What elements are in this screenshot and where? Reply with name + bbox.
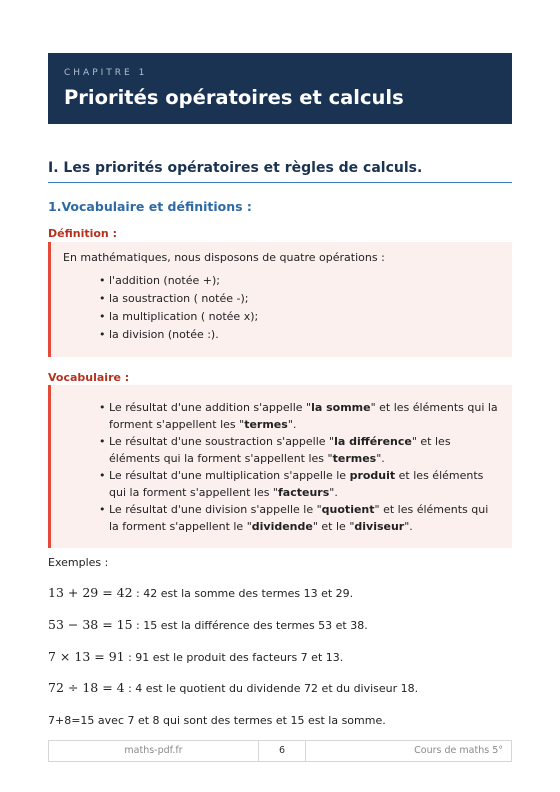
chapter-title: Priorités opératoires et calculs bbox=[64, 86, 404, 109]
list-item: • la soustraction ( notée -); bbox=[109, 291, 500, 308]
list-item: • l'addition (notée +); bbox=[109, 273, 500, 290]
vocabulary-list bbox=[63, 400, 500, 535]
list-item: • Le résultat d'une multiplication s'appelle le produit et les éléments qui la forment s'appellent les "facteurs". bbox=[109, 468, 500, 501]
page-number: 6 bbox=[258, 741, 306, 761]
footer-course: Cours de maths 5° bbox=[414, 745, 503, 756]
operations-list bbox=[63, 273, 500, 344]
vocabulary-label: Vocabulaire : bbox=[48, 371, 130, 384]
list-item: • Le résultat d'une division s'appelle le "quotient" et les éléments qui la forment s'appellent le "dividende" et le "diviseur". bbox=[109, 502, 500, 535]
example-summary: 7+8=15 avec 7 et 8 qui sont des termes et 15 est la somme. bbox=[48, 714, 386, 727]
math-expression: 72 ÷ 18 = 4 bbox=[48, 680, 125, 695]
math-expression: 53 − 38 = 15 bbox=[48, 617, 133, 632]
definition-box bbox=[48, 242, 512, 357]
chapter-label: CHAPITRE 1 bbox=[64, 68, 148, 78]
subsection-title: 1.Vocabulaire et définitions : bbox=[48, 199, 252, 214]
footer-site: maths-pdf.fr bbox=[124, 745, 183, 756]
definition-label: Définition : bbox=[48, 227, 117, 240]
math-expression: 7 × 13 = 91 bbox=[48, 649, 125, 664]
list-item: • la multiplication ( notée x); bbox=[109, 309, 500, 326]
example-line: 13 + 29 = 42 : 42 est la somme des termes 13 et 29. bbox=[48, 585, 354, 600]
list-item: • Le résultat d'une soustraction s'appelle "la différence" et les éléments qui la forment s'appellent les "termes". bbox=[109, 434, 500, 467]
chapter-header bbox=[48, 53, 512, 124]
section-title: I. Les priorités opératoires et règles de calculs. bbox=[48, 160, 512, 183]
definition-intro: En mathématiques, nous disposons de quatre opérations : bbox=[63, 251, 385, 264]
vocabulary-box bbox=[48, 385, 512, 548]
example-line: 53 − 38 = 15 : 15 est la différence des termes 53 et 38. bbox=[48, 617, 368, 632]
example-line: 7 × 13 = 91 : 91 est le produit des facteurs 7 et 13. bbox=[48, 649, 344, 664]
example-line: 72 ÷ 18 = 4 : 4 est le quotient du dividende 72 et du diviseur 18. bbox=[48, 680, 419, 695]
list-item: • Le résultat d'une addition s'appelle "la somme" et les éléments qui la forment s'appellent les "termes". bbox=[109, 400, 500, 433]
page-footer bbox=[48, 740, 512, 762]
list-item: • la division (notée :). bbox=[109, 327, 500, 344]
examples-label: Exemples : bbox=[48, 556, 109, 569]
math-expression: 13 + 29 = 42 bbox=[48, 585, 133, 600]
